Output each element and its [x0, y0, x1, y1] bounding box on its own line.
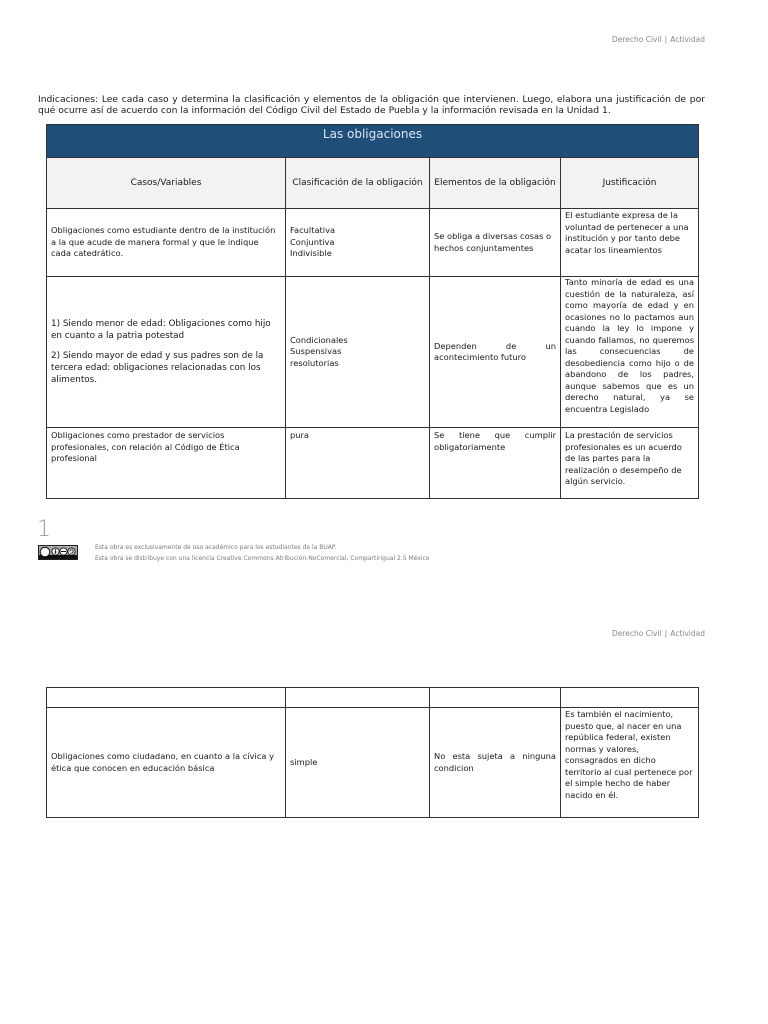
table-row — [47, 277, 699, 428]
table-title-row — [47, 125, 699, 158]
header-section: Actividad — [670, 35, 705, 44]
table-row — [47, 428, 699, 499]
column-header-cases: Casos/Variables — [47, 158, 286, 209]
classification-cell: pura — [286, 428, 430, 499]
license-line-1: Esta obra es exclusivamente de uso académico para los estudiantes de la BUAP. — [95, 544, 337, 551]
instructions-paragraph: Indicaciones: Lee cada caso y determina la clasificación y elementos de la obligación que intervienen. Luego, elabora una justificación de por qué ocurre así de acuerdo con la información del Código Civil del Estado de Puebla y la información revisada en la Unidad 1. — [38, 94, 705, 116]
column-header-classification: Clasificación de la obligación — [286, 158, 430, 209]
classification-cell: Facultativa Conjuntiva Indivisible — [286, 209, 430, 277]
table-row — [47, 209, 699, 277]
elements-cell: Se obliga a diversas cosas o hechos conjuntamentes — [430, 209, 561, 277]
case-cell: 1) Siendo menor de edad: Obligaciones como hijo en cuanto a la patria potestad 2) Siendo mayor de edad y sus padres son de la tercera edad: obligaciones relacionadas con los alimentos. — [47, 277, 286, 428]
classification-cell: Condicionales Suspensivas resolutorias — [286, 277, 430, 428]
table-row — [47, 708, 699, 818]
header-subject: Derecho Civil — [611, 629, 662, 638]
header-subject: Derecho Civil — [611, 35, 662, 44]
license-line-2: Esta obra se distribuye con una licencia Creative Commons Atribución-NoComercial, Compartirigual 2.5 México — [95, 555, 430, 562]
page-number: 1 — [37, 517, 51, 542]
empty-row — [47, 688, 699, 708]
header-section: Actividad — [670, 629, 705, 638]
obligations-table-continued — [46, 687, 699, 818]
page-header-2 — [612, 629, 705, 638]
page-header — [612, 35, 705, 44]
column-header-justification: Justificación — [561, 158, 699, 209]
table-title: Las obligaciones — [47, 125, 699, 158]
header-separator: | — [664, 629, 668, 638]
elements-cell: Se tiene que cumplir obligatoriamente — [430, 428, 561, 499]
elements-cell: Dependen de un acontecimiento futuro — [430, 277, 561, 428]
table-header-row — [47, 158, 699, 209]
creative-commons-icon — [39, 546, 77, 559]
justification-cell: Tanto minoría de edad es una cuestión de la naturaleza, así como mayoría de edad y en ocasiones no lo pactamos aun cuando la ley lo impone y cuando fallamos, no queremos las consecuencias de desobediencia como hijo o de abandono de los padres, aunque sabemos que es un derecho natural, ya se encuentra Legislado — [561, 277, 699, 428]
elements-cell: No esta sujeta a ninguna condicion — [430, 708, 561, 818]
classification-cell: simple — [286, 708, 430, 818]
case-cell: Obligaciones como ciudadano, en cuanto a la cívica y ética que conocen en educación básica — [47, 708, 286, 818]
creative-commons-badge — [38, 545, 78, 560]
justification-cell: La prestación de servicios profesionales es un acuerdo de las partes para la realización o desempeño de algún servicio. — [561, 428, 699, 499]
case-cell: Obligaciones como prestador de servicios profesionales, con relación al Código de Ética profesional — [47, 428, 286, 499]
justification-cell: El estudiante expresa de la voluntad de pertenecer a una institución y por tanto debe acatar los lineamientos — [561, 209, 699, 277]
case-cell: Obligaciones como estudiante dentro de la institución a la que acude de manera formal y que le indique cada catedrático. — [47, 209, 286, 277]
column-header-elements: Elementos de la obligación — [430, 158, 561, 209]
justification-cell: Es también el nacimiento, puesto que, al nacer en una república federal, existen normas y valores, consagrados en dicho territorio al cual pertenece por el simple hecho de haber nacido en él. — [561, 708, 699, 818]
header-separator: | — [664, 35, 668, 44]
obligations-table — [46, 124, 699, 499]
